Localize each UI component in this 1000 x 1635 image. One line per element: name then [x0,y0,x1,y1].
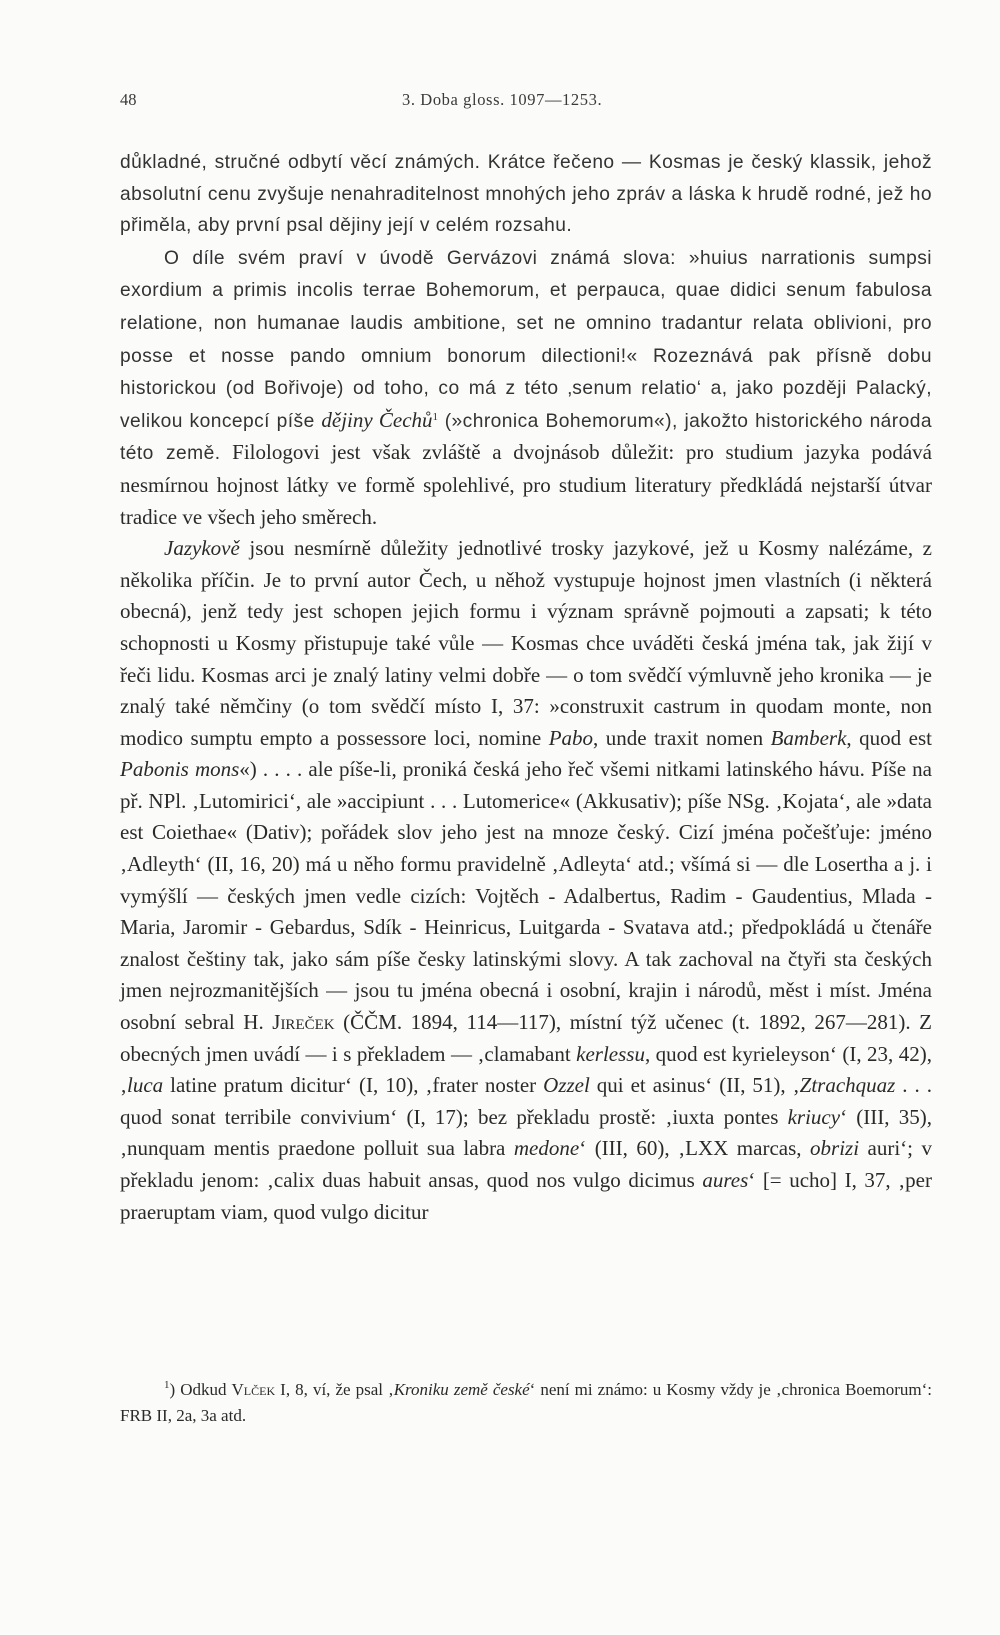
italic-obrizi: obrizi [810,1136,860,1161]
running-head: 3. Doba gloss. 1097—1253. [402,90,603,109]
paragraph-3-part-c: , quod est [846,725,933,750]
paragraph-1 [120,147,932,242]
footnote-part-c: ‘ není mi známo: u Kosmy vždy je ‚chronica Boemorum‘: FRB II, 2a, 3a atd. [120,1380,932,1425]
footnote-part-a: ) Odkud [169,1380,232,1399]
footnote-part-b: I, 8, ví, že psal ‚ [275,1380,394,1399]
italic-kriucy: kriucy [787,1104,841,1129]
italic-medone: medone [513,1136,580,1161]
footnote-text [120,1377,932,1429]
italic-pabonis-mons: Pabonis mons [120,757,240,782]
smallcaps-vlcek: Vlček [231,1380,276,1399]
paragraph-1-text: důkladné, stručné odbytí věcí známých. Krátce řečeno — Kosmas je český klassik, jehož absolutní cenu zvyšuje nenahraditelnost mnohých jeho zpráv a láska k hrudě rodné, jež ho přiměla, aby první psal dějiny její v celém rozsahu. [120,152,932,237]
paragraph-3-part-b: , unde traxit nomen [593,725,771,750]
paragraph-3-part-a: jsou nesmírně důležity jednotlivé trosky jazykové, jež u Kosmy nalézáme, z několika příčin. Je to první autor Čech, u něhož vystupuje hojnost jmen vlastních (i některá obecná), jenž tedy jest schopen jejich formu i význam správně pojmouti a zapsati; k této schopnosti u Kosmy přistupuje také vůle — Kosmas chce uváděti česká jména tak, jak žijí v řeči lidu. Kosmas arci je znalý latiny velmi dobře — o tom svědčí výmluvně jeho kronika — je znalý také němčiny (o tom svědčí místo I, 37: »construxit castrum in quodam monte, non modico sumptu empto a possessore loci, nomine [120,536,932,750]
italic-kerlessu: kerlessu [576,1041,645,1066]
paragraph-3-part-f: , quod est kyrieleyson‘ (I, 23, 42), ‚ [120,1041,932,1098]
paragraph-3-part-m: ‘ [= ucho] I, 37, ‚per praeruptam viam, quod vulgo dicitur [120,1168,932,1224]
footnote-mark: 1 [164,1379,170,1391]
smallcaps-jirecek: Jireček [272,1010,335,1035]
paragraph-2-part-c: Filologovi jest však zvláště a dvojnásob důležit: pro studium jazyka podává nesmírnou hojnost látky ve formě spolehlivé, pro studium literatury předkládá nejstarší útvar tradice ve všech jeho směrech. [120,440,932,529]
italic-jazykove: Jazykově [164,536,240,561]
paragraph-3-part-e: (ČČM. 1894, 114—117), místní týž učenec (t. 1892, 267—281). Z obecných jmen uvádí — i s překladem — ‚clamabant [120,1010,932,1066]
italic-ztrachquaz: Ztrachquaz [799,1073,896,1098]
italic-ozzel: Ozzel [543,1073,590,1098]
paragraph-3-part-d: «) . . . . ale píše-li, proniká česká jeho řeč všemi nitkami latinského hávu. Píše na př. NPl. ‚Lutomirici‘, ale »accipiunt . . . Lutomerice« (Akkusativ); píše NSg. ‚Kojata‘, ale »data est Coiethae« (Dativ); pořádek slov jeho jest na mnoze český. Cizí jména počešťuje: jméno ‚Adleyth‘ (II, 16, 20) má u něho formu pravidelně ‚Adleyta‘ atd.; všímá si — dle Losertha a j. i vymýšlí — českých jmen vedle cizích: Vojtěch - Adalbertus, Radim - Gaudentius, Mlada - Maria, Jaromir - Gebardus, Sdík - Heinricus, Luitgarda - Svatava atd.; předpokládá u čtenáře znalost češtiny tak, jako sám píše česky latinskými slovy. A tak zachoval na čtyři sta českých jmen nejrozmanitějších — jsou tu jména obecná i osobní, krajin i národů, měst i míst. Jména osobní sebral H. [120,757,932,1035]
italic-pabo: Pabo [548,725,594,750]
main-text [120,147,932,1228]
paragraph-3-part-i: . . . quod sonat terribile convivium‘ (I, 17); bez překladu prostě: ‚iuxta pontes [120,1073,933,1129]
page-header [120,90,910,120]
paragraph-2-part-a: O díle svém praví v úvodě Gervázovi známá slova: »huius narrationis sumpsi exordium a primis incolis terrae Bohemorum, et perpauca, quae didici senum fabulosa relatione, non humanae laudis ambitione, set ne omnino tradantur relata oblivioni, pro posse et nosse pando omnium bonorum dilectioni!« Rozeznává pak přísně dobu historickou (od Bořivoje) od toho, co má z této ‚senum relatio‘ a, jako později Palacký, velikou koncepcí píše [120,247,932,432]
page-number: 48 [120,90,137,109]
footnote-reference[interactable]: 1 [432,410,439,423]
paragraph-3 [120,533,932,1228]
paragraph-3-part-h: qui et asinus‘ (II, 51), ‚ [589,1073,800,1098]
paragraph-3-part-j: ‘ (III, 35), ‚nunquam mentis praedone polluit sua labra [120,1104,932,1161]
paragraph-3-part-k: ‘ (III, 60), ‚LXX marcas, [579,1136,811,1161]
italic-luca: luca [127,1073,164,1098]
italic-dejiny-cechu: dějiny Čechů [321,407,433,432]
italic-kroniku: Kroniku země české [393,1380,530,1399]
italic-bamberk: Bamberk [770,725,847,750]
paragraph-3-part-g: latine pratum dicitur‘ (I, 10), ‚frater noster [163,1073,544,1098]
paragraph-2-part-b: (»chronica Bohemorum«), jakožto historického národa této země. [120,410,933,465]
paragraph-3-part-l: auri‘; v překladu jenom: ‚calix duas habuit ansas, quod nos vulgo dicimus [120,1136,933,1192]
paragraph-2 [120,242,932,533]
footnote [120,1377,932,1429]
italic-aures: aures [702,1168,749,1192]
